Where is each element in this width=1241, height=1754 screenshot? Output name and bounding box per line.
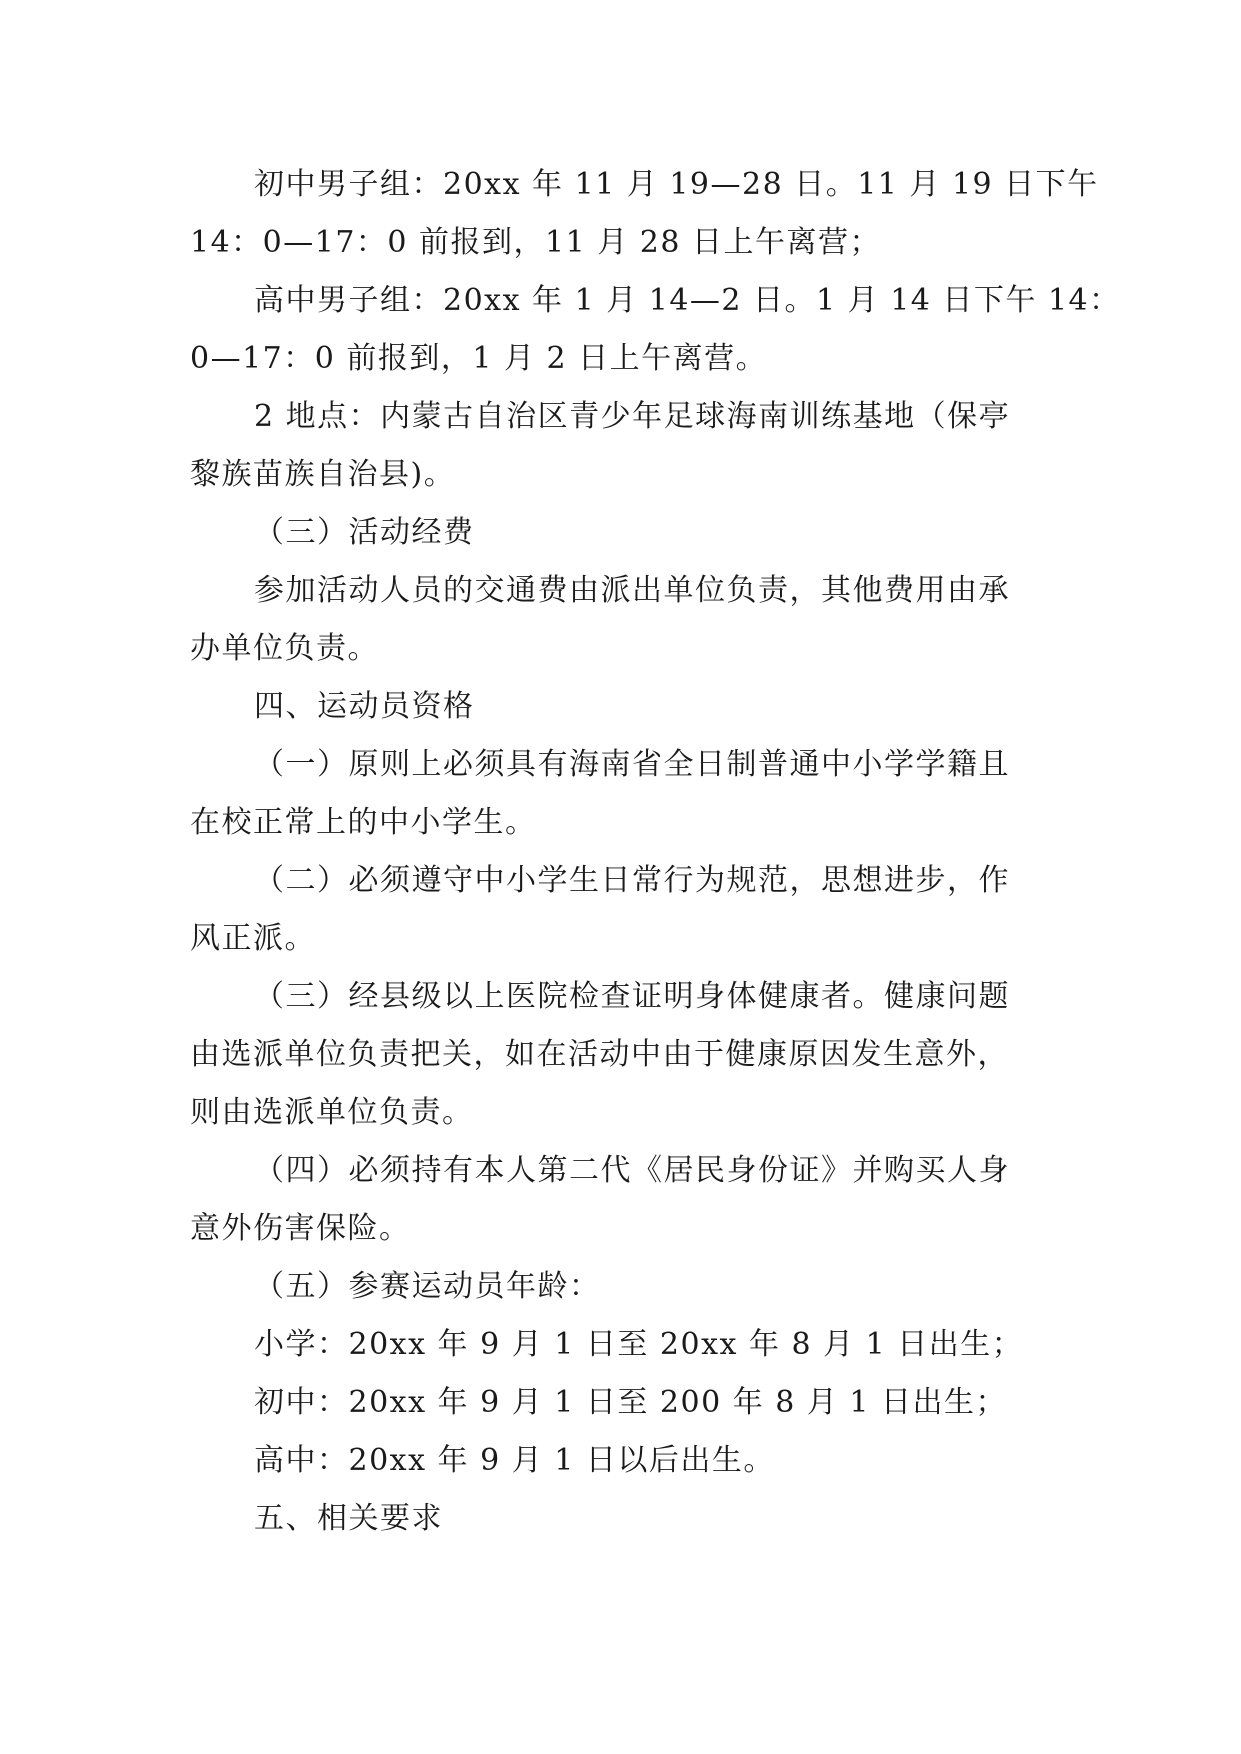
section-heading: （三）活动经费 <box>254 515 475 550</box>
paragraph-line: 由选派单位负责把关，如在活动中由于健康原因发生意外， <box>190 1037 1009 1072</box>
paragraph-line: 初中男子组：20xx 年 11 月 19—28 日。11 月 19 日下午 <box>254 167 1099 202</box>
paragraph-line: 高中男子组：20xx 年 1 月 14—2 日。1 月 14 日下午 14： <box>254 283 1121 318</box>
paragraph-line: 小学：20xx 年 9 月 1 日至 20xx 年 8 月 1 日出生； <box>254 1327 1024 1362</box>
paragraph-line: （四）必须持有本人第二代《居民身份证》并购买人身 <box>254 1153 1010 1188</box>
paragraph-line: 意外伤害保险。 <box>190 1211 411 1246</box>
paragraph-line: 办单位负责。 <box>190 631 379 666</box>
paragraph-line: 14：0—17：0 前报到，11 月 28 日上午离营； <box>190 225 882 260</box>
section-heading: 五、相关要求 <box>254 1501 443 1536</box>
paragraph-line: 黎族苗族自治县)。 <box>190 457 456 492</box>
paragraph-line: （一）原则上必须具有海南省全日制普通中小学学籍且 <box>254 747 1010 782</box>
section-heading: 四、运动员资格 <box>254 689 475 724</box>
paragraph-line: 参加活动人员的交通费由派出单位负责，其他费用由承 <box>254 573 1010 608</box>
paragraph-line: 风正派。 <box>190 921 316 956</box>
paragraph-line: （二）必须遵守中小学生日常行为规范，思想进步，作 <box>254 863 1010 898</box>
paragraph-line: （三）经县级以上医院检查证明身体健康者。健康问题 <box>254 979 1010 1014</box>
paragraph-line: 0—17：0 前报到，1 月 2 日上午离营。 <box>190 341 768 376</box>
paragraph-line: 2 地点：内蒙古自治区青少年足球海南训练基地（保亭 <box>254 399 1011 434</box>
paragraph-line: 高中：20xx 年 9 月 1 日以后出生。 <box>254 1443 775 1478</box>
paragraph-line: 在校正常上的中小学生。 <box>190 805 537 840</box>
paragraph-line: 初中：20xx 年 9 月 1 日至 200 年 8 月 1 日出生； <box>254 1385 1008 1420</box>
paragraph-line: （五）参赛运动员年龄： <box>254 1269 601 1304</box>
paragraph-line: 则由选派单位负责。 <box>190 1095 474 1130</box>
